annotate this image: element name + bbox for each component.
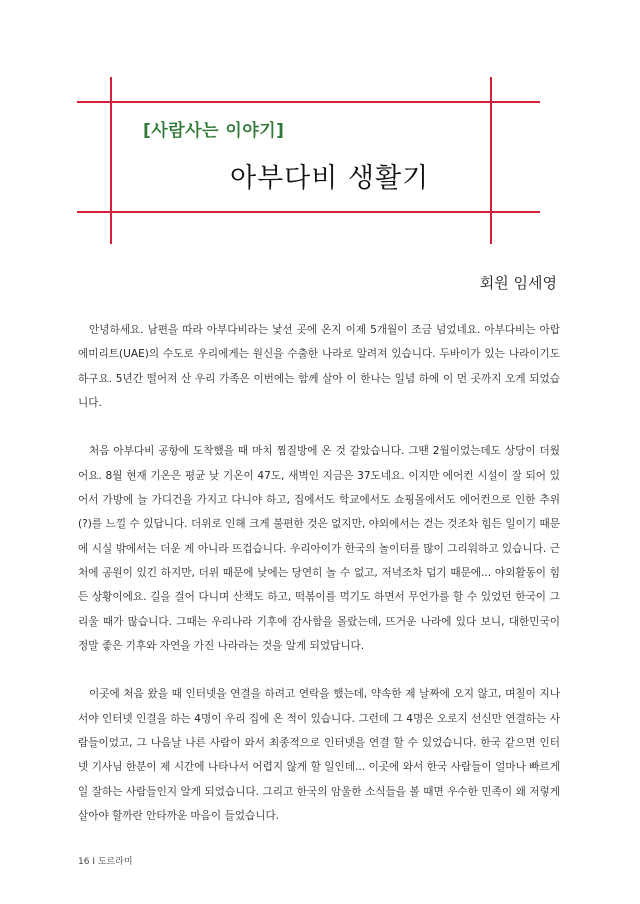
article-body	[78, 318, 560, 828]
paragraph: 처음 아부다비 공항에 도착했을 때 마치 찜질방에 온 것 같았습니다. 그땐 2월이었는데도 상당이 더웠어요. 8월 현재 기온은 평균 낮 기온이 47도, 새벽인 지금은 37도네요. 이지만 에어컨 시설이 잘 되어 있어서 가방에 늘 가디건을 가지고 다니야 하고, 집에서도 학교에서도 쇼핑몰에서도 에어컨으로 인한 추위(?)를 느낄 수 있답니다. 더위로 인해 크게 불편한 것은 없지만, 야외에서는 걷는 것조차 힘든 일이기 때문에 시실 밖에서는 더운 게 아니라 뜨겁습니다. 우리아이가 한국의 놀이터를 많이 그리워하고 있습니다. 근처에 공원이 있긴 하지만, 더위 때문에 낮에는 당연히 놀 수 없고, 저녁조차 덥기 때문에... 야외활동이 힘든 상황이에요. 길을 걸어 다니며 산책도 하고, 떡볶이를 먹기도 하면서 무언가를 할 수 있었던 한국이 그리울 때가 많습니다. 그때는 우리나라 기후에 감사함을 몰랐는데, 뜨거운 나라에 있다 보니, 대한민국이 정말 좋은 기후와 자연을 가진 나라라는 것을 알게 되었답니다.	[78, 445, 560, 652]
author-name: 회원 임세영	[479, 274, 557, 292]
section-label: [사람사는 이야기]	[143, 121, 285, 141]
page-footer: 16 I 도르라미	[78, 857, 133, 867]
paragraph: 안녕하세요. 남편을 따라 아부다비라는 낯선 곳에 온지 이제 5개월이 조금 넘었네요. 아부다비는 아랍에미리트(UAE)의 수도로 우리에게는 원신을 수출한 나라로 알려져 있습니다. 두바이가 있는 나라이기도 하구요. 5년간 떨어져 산 우리 가족은 이번에는 함께 살아 이 한나는 일념 하에 이 먼 곳까지 오게 되었습니다.	[78, 324, 560, 409]
paragraph: 이곳에 처음 왔을 때 인터넷을 연결을 하려고 연락을 했는데, 약속한 제 날짜에 오지 않고, 며칠이 지나서야 인터넷 인결을 하는 4명이 우리 집에 온 적이 있습니다. 그런데 그 4명은 오로지 선신만 연결하는 사람들이었고, 그 나음날 나른 사람이 와서 최종적으로 인터넷을 연결 할 수 있었습니다. 한국 같으면 인터넷 기사님 한분이 제 시간에 나타나서 어렵지 않게 할 일인데... 이곳에 와서 한국 사람들이 얼마나 빠르게 일 잘하는 사람들인지 알게 되었습니다. 그리고 한국의 암울한 소식들을 볼 때면 우수한 민족이 왜 저렇게 살아야 할까란 안타까운 마음이 들었습니다.	[78, 688, 560, 822]
frame-line-bottom	[77, 211, 540, 213]
frame-line-left	[110, 77, 112, 244]
frame-line-right	[490, 77, 492, 244]
article-title: 아부다비 생활기	[230, 163, 430, 194]
frame-line-top	[77, 101, 540, 103]
